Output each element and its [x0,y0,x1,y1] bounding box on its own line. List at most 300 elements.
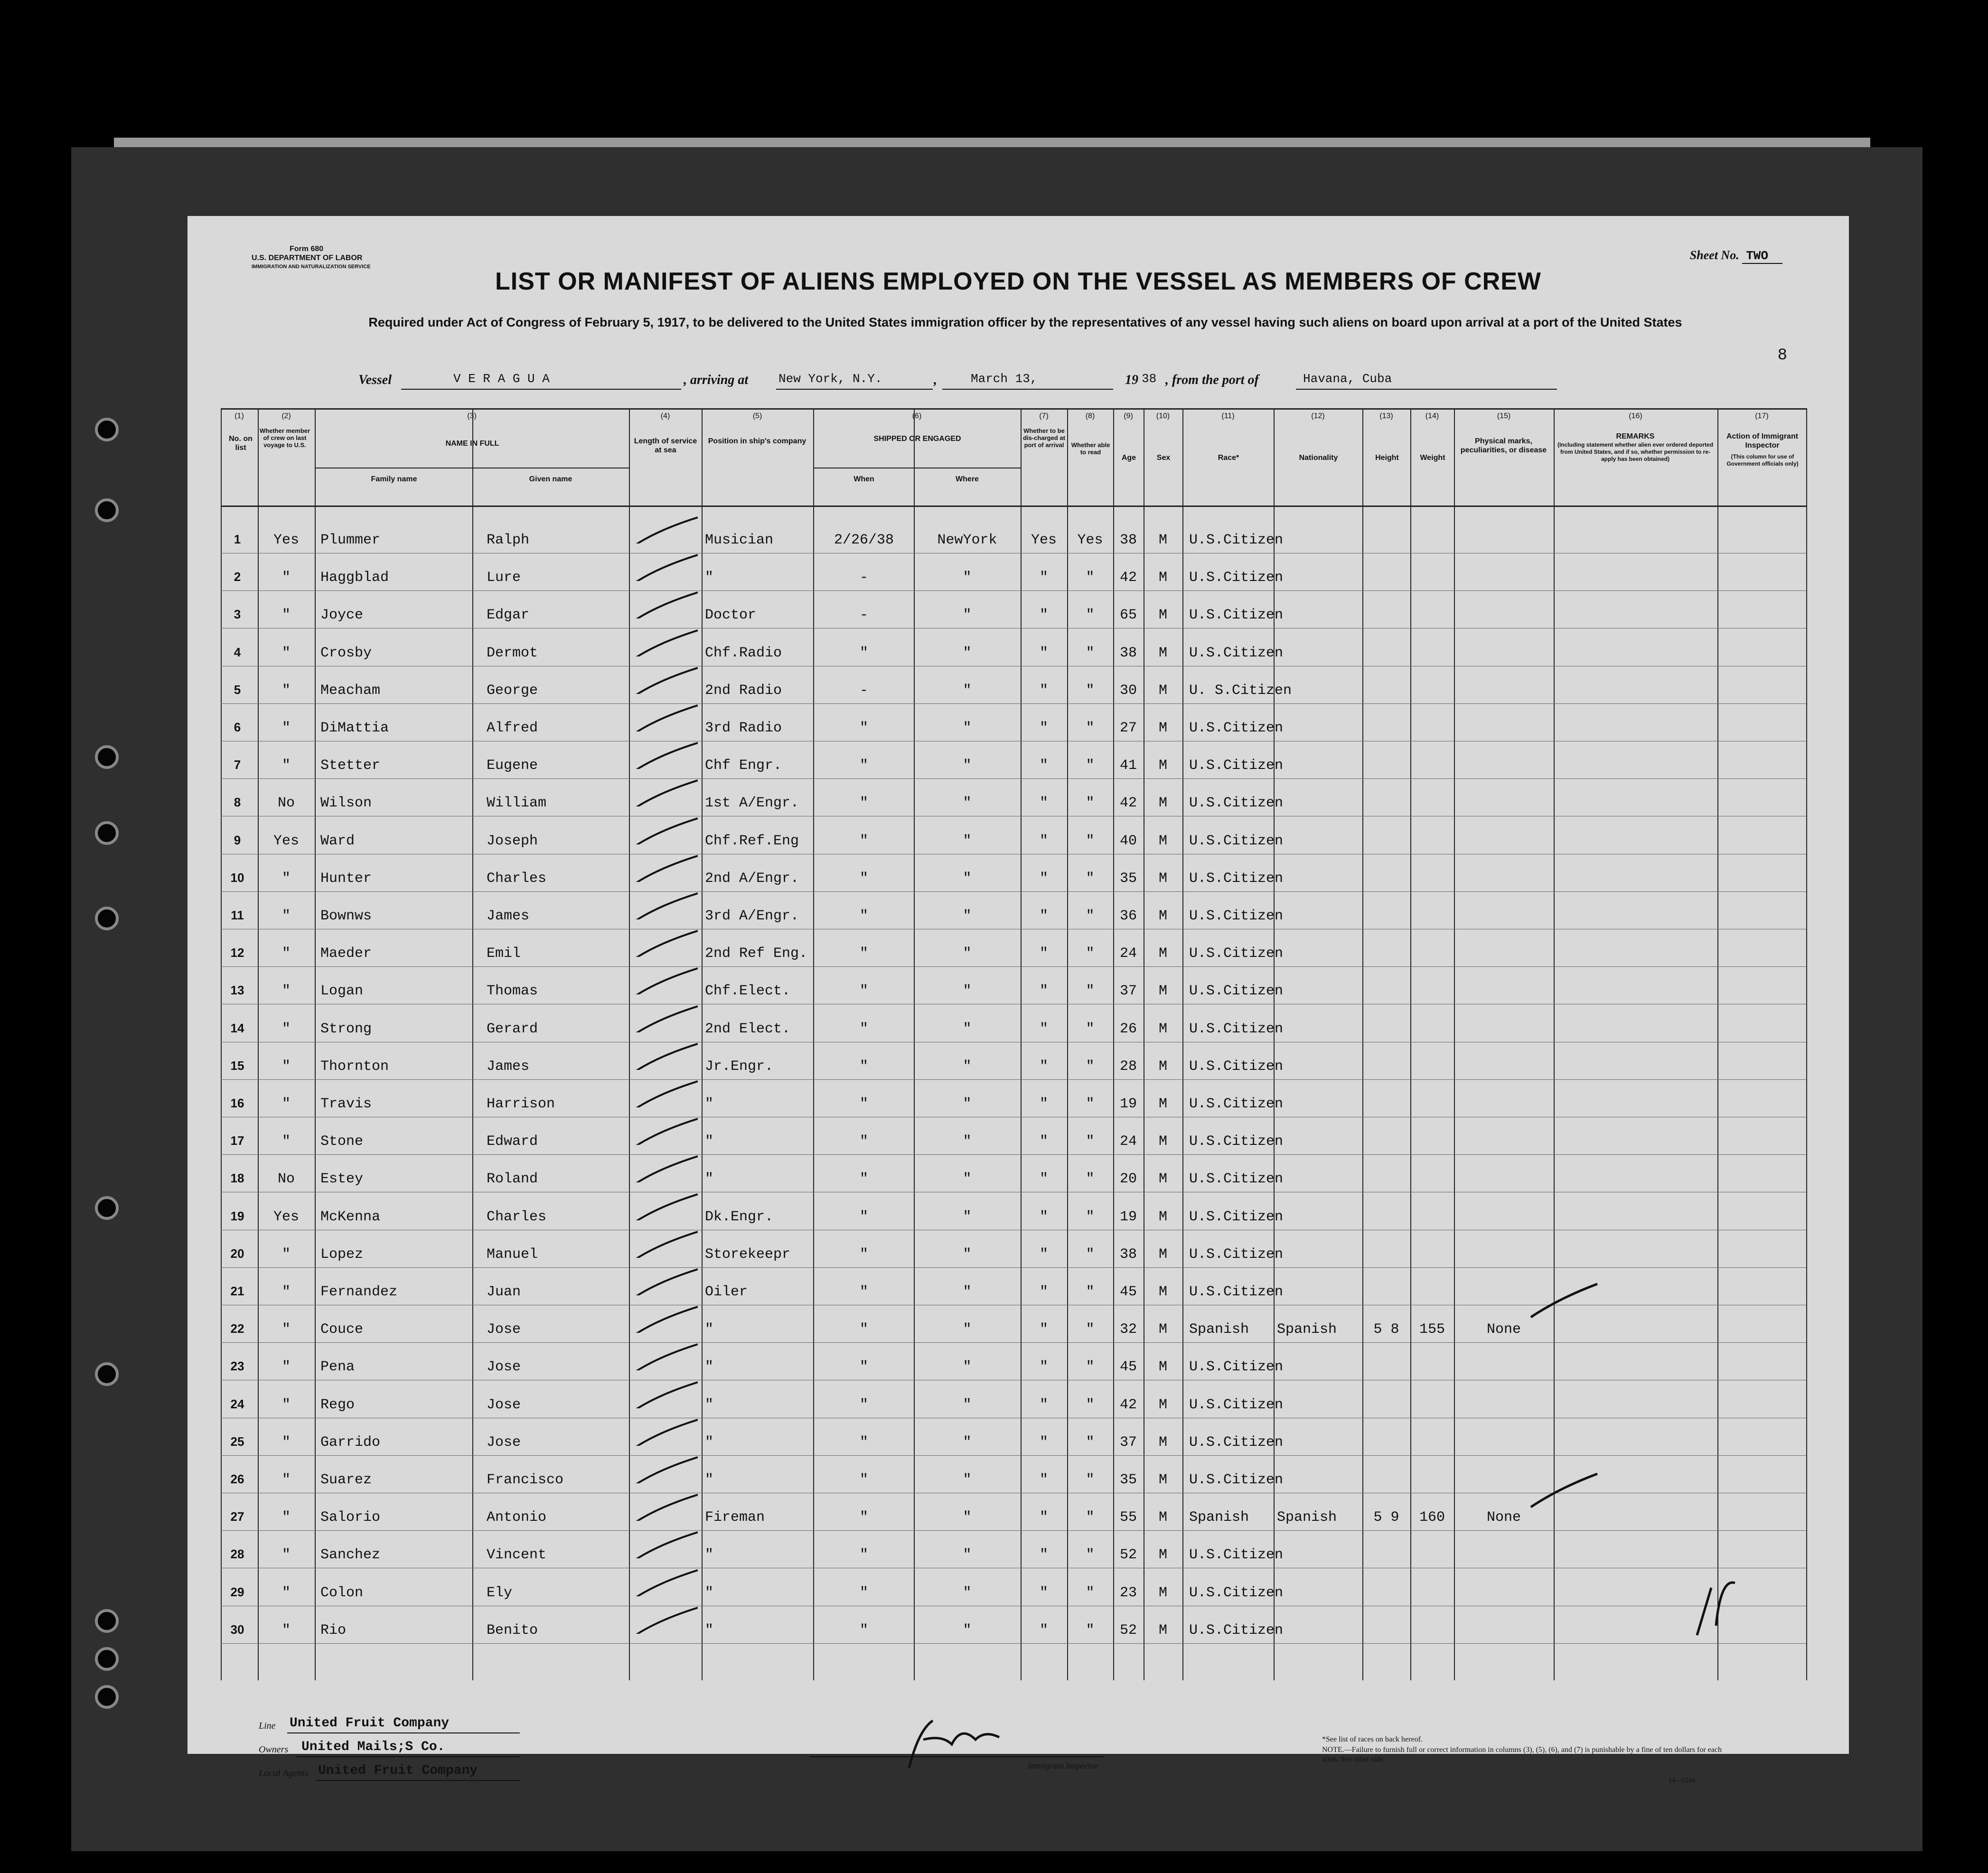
service-tick-mark [631,1004,698,1032]
crew-when: " [859,833,868,849]
crew-given: Benito [487,1622,538,1639]
service-tick-mark [631,1605,698,1634]
handwritten-tick-22 [1526,1279,1602,1327]
crew-race: U.S.Citizen [1189,1472,1284,1488]
crew-weight: 160 [1419,1509,1445,1526]
crew-family: Meacham [320,682,381,699]
crew-position: " [705,1547,714,1564]
crew-race: U.S.Citizen [1189,570,1284,586]
from-underline [1296,389,1557,390]
crew-given: Joseph [487,833,538,849]
crew-family: Fernandez [320,1284,398,1300]
crew-family: Travis [320,1096,372,1112]
crew-given: Edgar [487,607,530,624]
crew-when: " [859,1096,868,1112]
crew-no: 11 [231,908,244,922]
crew-discharged: " [1039,1171,1048,1188]
binder-ring [95,1647,119,1671]
crew-where: " [963,1359,972,1376]
arrival-year: 38 [1142,372,1157,386]
crew-race: U.S.Citizen [1189,1058,1284,1075]
crew-when: " [859,983,868,1000]
crew-when: " [859,870,868,887]
column-number: (9) [1124,412,1133,420]
crew-no: 27 [230,1509,244,1524]
crew-when: " [859,1547,868,1564]
col-position: Position in ship's company [708,437,806,445]
crew-race: Spanish [1189,1321,1249,1338]
crew-when: " [859,1284,868,1300]
crew-member: " [281,758,291,774]
column-number: (10) [1156,412,1170,420]
service-tick-mark [631,966,698,994]
crew-when: " [859,720,868,736]
crew-position: " [705,1321,714,1338]
crew-read: " [1086,1396,1095,1413]
crew-position: Musician [705,532,774,548]
crew-read: " [1086,570,1095,586]
col-whether-member: Whether member of crew on last voyage to U.S. [259,427,310,449]
service-name: IMMIGRATION AND NATURALIZATION SERVICE [252,264,371,270]
column-rule [914,408,915,1680]
crew-member: " [281,645,291,661]
crew-age: 45 [1119,1359,1137,1376]
crew-where: NewYork [937,532,997,548]
crew-member: " [281,1284,291,1300]
crew-sex: M [1158,1509,1167,1526]
table-top-rule [221,408,1806,410]
crew-family: Joyce [320,607,364,624]
crew-read: " [1086,1359,1095,1376]
crew-family: Sanchez [320,1547,381,1564]
handwritten-tick-27 [1526,1469,1602,1517]
crew-read: " [1086,1208,1095,1225]
crew-discharged: " [1039,682,1048,699]
crew-no: 3 [234,607,241,622]
column-number: (2) [281,412,291,420]
crew-family: Plummer [320,532,381,548]
crew-member: " [281,1547,291,1564]
crew-position: 2nd Ref Eng. [705,946,808,962]
crew-age: 30 [1119,682,1137,699]
crew-family: Estey [320,1171,364,1188]
crew-sex: M [1158,983,1167,1000]
crew-member: " [281,908,291,924]
crew-member: " [281,1246,291,1263]
crew-race: U.S.Citizen [1189,532,1284,548]
crew-sex: M [1158,532,1167,548]
column-number: (4) [660,412,670,420]
column-rule [315,408,316,1680]
column-rule [1274,408,1275,1680]
crew-race: U.S.Citizen [1189,1133,1284,1150]
crew-given: Lure [487,570,521,586]
crew-marks: None [1486,1321,1521,1338]
crew-no: 21 [230,1284,244,1298]
row-rule [221,891,1806,892]
crew-where: " [963,870,972,887]
column-rule [1182,408,1183,1680]
column-rule [629,408,630,1680]
crew-discharged: " [1039,1584,1048,1601]
crew-race: U.S.Citizen [1189,645,1284,661]
crew-sex: M [1158,758,1167,774]
crew-given: Francisco [487,1472,564,1488]
crew-where: " [963,1622,972,1639]
crew-position: " [705,1622,714,1639]
row-rule [221,1455,1806,1456]
crew-position: " [705,1171,714,1188]
service-tick-mark [631,928,698,957]
crew-member: " [281,1434,291,1451]
crew-given: James [487,908,530,924]
crew-given: Charles [487,870,547,887]
service-tick-mark [631,891,698,919]
crew-discharged: " [1039,1622,1048,1639]
crew-no: 26 [230,1472,244,1486]
crew-race: U.S.Citizen [1189,908,1284,924]
agents-value: United Fruit Company [318,1763,478,1778]
crew-family: Maeder [320,946,372,962]
crew-no: 15 [230,1058,244,1073]
sheet-number [1690,248,1782,263]
crew-position: " [705,1584,714,1601]
service-tick-mark [631,1079,698,1107]
crew-position: Storekeepr [705,1246,791,1263]
crew-when: - [859,682,868,699]
column-number: (12) [1311,412,1325,420]
binder-ring [95,1685,119,1709]
crew-family: McKenna [320,1208,381,1225]
service-tick-mark [631,778,698,806]
column-rule [1362,408,1363,1680]
crew-no: 4 [234,645,241,659]
crew-where: " [963,1434,972,1451]
crew-no: 12 [230,946,244,960]
crew-given: Jose [487,1434,521,1451]
crew-sex: M [1158,720,1167,736]
service-tick-mark [631,665,698,694]
crew-given: Jose [487,1321,521,1338]
crew-family: Logan [320,983,364,1000]
crew-position: Doctor [705,607,757,624]
crew-age: 42 [1119,1396,1137,1413]
date-underline [942,389,1113,390]
crew-position: 3rd A/Engr. [705,908,799,924]
crew-family: Stone [320,1133,364,1150]
owners-value: United Mails;S Co. [301,1740,445,1754]
service-tick-mark [631,740,698,769]
vessel-underline [401,389,681,390]
crew-member: " [281,682,291,699]
column-number: (14) [1425,412,1439,420]
binder-ring [95,418,119,441]
column-number: (15) [1497,412,1511,420]
row-rule [221,1267,1806,1268]
crew-given: Thomas [487,983,538,1000]
crew-nationality: Spanish [1277,1321,1337,1338]
crew-discharged: " [1039,1396,1048,1413]
crew-discharged: " [1039,1096,1048,1112]
crew-discharged: " [1039,983,1048,1000]
crew-no: 5 [234,682,241,697]
crew-read: " [1086,682,1095,699]
crew-member: " [281,1509,291,1526]
crew-age: 35 [1119,1472,1137,1488]
col-able-to-read: Whether able to read [1071,441,1110,456]
crew-age: 38 [1119,1246,1137,1263]
crew-no: 9 [234,833,241,847]
crew-given: Jose [487,1396,521,1413]
inspector-underline [809,1756,1104,1757]
binder-ring [95,745,119,769]
crew-when: " [859,1246,868,1263]
column-rule [1021,408,1022,1680]
crew-member: " [281,1058,291,1075]
crew-position: " [705,1096,714,1112]
crew-sex: M [1158,1359,1167,1376]
crew-where: " [963,1472,972,1488]
crew-where: " [963,1096,972,1112]
crew-sex: M [1158,1321,1167,1338]
crew-family: Bownws [320,908,372,924]
column-number: (13) [1379,412,1393,420]
column-rule [1717,408,1718,1680]
col-name-in-full: NAME IN FULL [445,440,499,448]
crew-when: " [859,795,868,812]
column-rule [702,408,703,1680]
crew-read: " [1086,1584,1095,1601]
crew-family: Ward [320,833,355,849]
col-given-name: Given name [529,475,572,483]
service-tick-mark [631,1041,698,1070]
crew-race: U.S.Citizen [1189,983,1284,1000]
crew-read: " [1086,795,1095,812]
crew-sex: M [1158,645,1167,661]
crew-position: 2nd Radio [705,682,782,699]
crew-given: Eugene [487,758,538,774]
crew-race: U.S.Citizen [1189,1396,1284,1413]
crew-age: 20 [1119,1171,1137,1188]
crew-member: Yes [273,532,299,548]
binder-ring [95,821,119,845]
crew-given: Vincent [487,1547,547,1564]
crew-when: " [859,1622,868,1639]
crew-family: Crosby [320,645,372,661]
page-title: LIST OR MANIFEST OF ALIENS EMPLOYED ON THE VESSEL AS MEMBERS OF CREW [495,268,1541,295]
crew-no: 24 [230,1396,244,1411]
crew-where: " [963,795,972,812]
crew-age: 26 [1119,1021,1137,1037]
crew-family: Thornton [320,1058,389,1075]
column-number: (17) [1755,412,1769,420]
crew-no: 28 [230,1547,244,1562]
crew-no: 7 [234,758,241,772]
form-number: Form 680 [290,245,324,253]
crew-discharged: " [1039,1509,1048,1526]
service-tick-mark [631,1267,698,1295]
column-rule [1067,408,1068,1680]
column-number: (8) [1085,412,1095,420]
crew-no: 18 [230,1171,244,1186]
crew-member: " [281,570,291,586]
crew-race: U.S.Citizen [1189,1284,1284,1300]
crew-family: Colon [320,1584,364,1601]
crew-given: Emil [487,946,521,962]
crew-member: " [281,946,291,962]
crew-age: 38 [1119,532,1137,548]
crew-when: " [859,645,868,661]
crew-read: " [1086,720,1095,736]
service-tick-mark [631,1154,698,1182]
crew-discharged: " [1039,1434,1048,1451]
crew-sex: M [1158,1246,1167,1263]
column-number: (5) [752,412,762,420]
crew-where: " [963,1321,972,1338]
crew-where: " [963,1547,972,1564]
crew-no: 19 [230,1208,244,1223]
col-action-note: (This column for use of Government officials only) [1726,453,1799,467]
agents-label: Local Agents [259,1768,309,1779]
row-rule [221,1342,1806,1343]
page-number: 8 [1777,347,1787,365]
line-label: Line [259,1721,276,1731]
crew-no: 1 [234,532,241,546]
form-code: 14—1240 [1669,1777,1696,1784]
crew-when: " [859,908,868,924]
crew-age: 42 [1119,570,1137,586]
binder-ring [95,1609,119,1633]
crew-read: " [1086,1096,1095,1112]
crew-weight: 155 [1419,1321,1445,1338]
crew-family: Haggblad [320,570,389,586]
crew-sex: M [1158,1434,1167,1451]
col-sex: Sex [1156,454,1171,462]
crew-no: 29 [230,1584,244,1599]
voyage-line: Vessel V E R A G U A , arriving at New York, N.Y. , March 13, 19 38 , from the port of Havana, Cuba [358,373,1640,394]
crew-race: U.S.Citizen [1189,720,1284,736]
crew-where: " [963,946,972,962]
crew-when: " [859,1509,868,1526]
crew-no: 13 [230,983,244,998]
crew-race: U.S.Citizen [1189,1246,1284,1263]
crew-age: 19 [1119,1096,1137,1112]
handwritten-initial-mark [1688,1569,1744,1645]
crew-discharged: " [1039,870,1048,887]
service-tick-mark [631,553,698,581]
column-number: (16) [1629,412,1642,420]
crew-read: " [1086,758,1095,774]
crew-age: 38 [1119,645,1137,661]
crew-where: " [963,645,972,661]
service-tick-mark [631,1568,698,1596]
crew-discharged: " [1039,1321,1048,1338]
crew-where: " [963,1058,972,1075]
crew-given: James [487,1058,530,1075]
col-family-name: Family name [371,475,417,483]
crew-discharged: " [1039,1472,1048,1488]
crew-no: 16 [230,1096,244,1110]
crew-member: " [281,1359,291,1376]
crew-where: " [963,1284,972,1300]
crew-discharged: " [1039,645,1048,661]
crew-given: Gerard [487,1021,538,1037]
crew-position: Chf.Radio [705,645,782,661]
crew-given: Antonio [487,1509,547,1526]
crew-age: 36 [1119,908,1137,924]
crew-position: " [705,1133,714,1150]
crew-position: " [705,1359,714,1376]
crew-read: " [1086,1509,1095,1526]
crew-member: " [281,1021,291,1037]
crew-sex: M [1158,607,1167,624]
crew-discharged: " [1039,795,1048,812]
crew-sex: M [1158,682,1167,699]
port-underline [776,389,933,390]
crew-when: " [859,1321,868,1338]
column-number: (1) [234,412,244,420]
crew-given: Ely [487,1584,513,1601]
penalty-note: NOTE.—Failure to furnish full or correct information in columns (3), (5), (6), and (7) is punishable by a fine of ten dollars for each alien. See other side. [1322,1746,1722,1763]
page-subtitle: Required under Act of Congress of February 5, 1917, to be delivered to the United States immigration officer by the representatives of any vessel having such aliens on board upon arrival at a port of the United States [368,315,1682,329]
crew-sex: M [1158,1021,1167,1037]
row-rule [221,1530,1806,1531]
crew-when: - [859,570,868,586]
crew-given: Harrison [487,1096,555,1112]
crew-family: Rego [320,1396,355,1413]
arrival-date: March 13, [971,372,1038,386]
col-height: Height [1375,454,1399,462]
col-physical-marks: Physical marks, peculiarities, or disease [1460,437,1547,454]
crew-race: U.S.Citizen [1189,1622,1284,1639]
service-tick-mark [631,1229,698,1258]
crew-member: " [281,1096,291,1112]
crew-read: " [1086,946,1095,962]
crew-age: 24 [1119,1133,1137,1150]
crew-read: " [1086,1133,1095,1150]
crew-age: 41 [1119,758,1137,774]
service-tick-mark [631,853,698,882]
binder-ring [95,498,119,522]
crew-discharged: " [1039,908,1048,924]
crew-member: No [277,795,295,812]
inspector-label: Immigrant Inspector. [1028,1761,1099,1770]
crew-height: 5 9 [1373,1509,1399,1526]
crew-discharged: Yes [1031,532,1057,548]
crew-discharged: " [1039,607,1048,624]
crew-when: 2/26/38 [834,532,894,548]
crew-discharged: " [1039,1246,1048,1263]
crew-given: Jose [487,1359,521,1376]
crew-age: 52 [1119,1622,1137,1639]
col-age: Age [1121,454,1136,462]
col-weight: Weight [1420,454,1445,462]
crew-when: " [859,1021,868,1037]
crew-no: 23 [230,1359,244,1374]
crew-read: " [1086,1171,1095,1188]
service-tick-mark [631,628,698,656]
crew-where: " [963,1396,972,1413]
crew-position: Dk.Engr. [705,1208,774,1225]
crew-age: 45 [1119,1284,1137,1300]
binder-ring [95,1196,119,1220]
crew-when: " [859,1171,868,1188]
crew-discharged: " [1039,1547,1048,1564]
row-rule [221,1154,1806,1155]
crew-sex: M [1158,833,1167,849]
crew-discharged: " [1039,1359,1048,1376]
crew-race: Spanish [1189,1509,1249,1526]
